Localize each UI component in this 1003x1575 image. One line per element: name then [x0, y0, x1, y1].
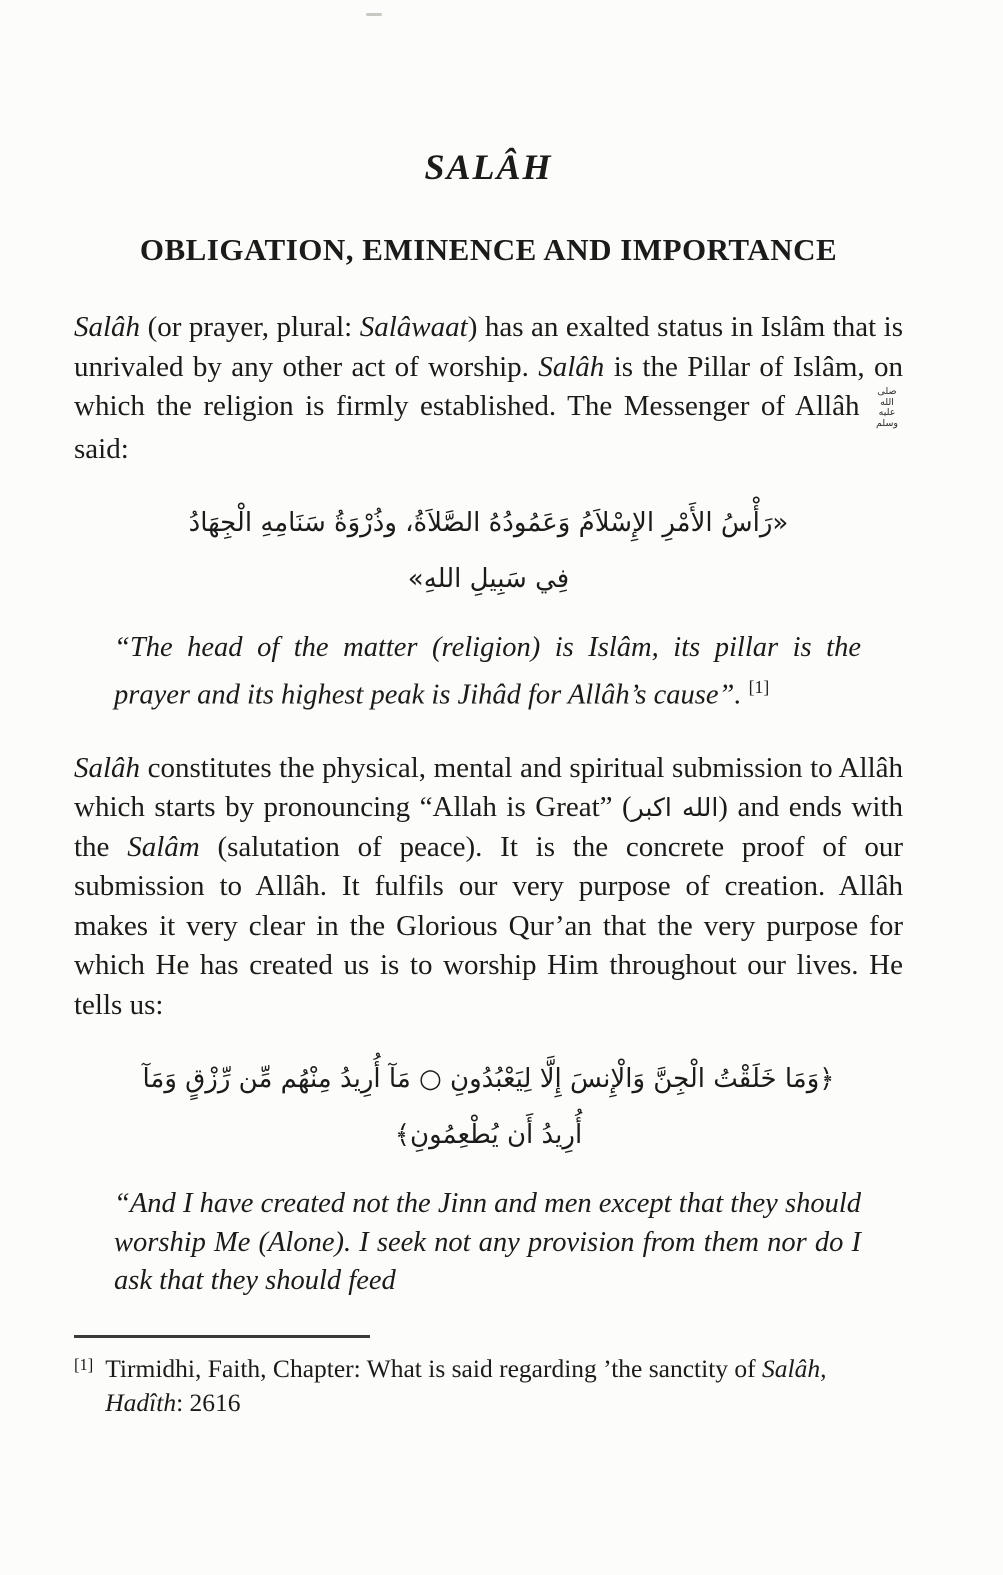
quran-arabic-line-2: أُرِيدُ أَن يُطْعِمُونِ﴾: [394, 1120, 583, 1151]
footnote-text: Tirmidhi, Faith, Chapter: What is said regarding ’the sanctity of Salâh, Hadîth: 2616: [105, 1353, 827, 1417]
footnote: [74, 1335, 903, 1420]
chapter-heading: OBLIGATION, EMINENCE AND IMPORTANCE: [139, 232, 838, 267]
paragraph-intro: Salâh (or prayer, plural: Salâwaat) has an exalted status in Islâm that is unrivaled by any other act of worship. Salâh is the Pillar of Islâm, on which the religion is firmly established. The Messenger of Allâh صلى الله عليه وسلم said:: [74, 311, 903, 465]
footnote-rule: [74, 1335, 370, 1338]
hadith-arabic-text: [80, 495, 897, 607]
quran-arabic-line-1: ﴿وَمَا خَلَقْتُ الْجِنَّ وَالْإِنسَ إِلَّا لِيَعْبُدُونِ ○ مَآ أُرِيدُ مِنْهُم مِّن رِّزْقٍ وَمَآ: [142, 1064, 835, 1095]
quran-translation-quote: “And I have created not the Jinn and men except that they should worship Me (Alone). I seek not any provision from them nor do I ask that they should feed: [114, 1188, 861, 1297]
quran-arabic-text: [80, 1051, 897, 1163]
hadith-translation-quote: “The head of the matter (religion) is Islâm, its pillar is the prayer and its highest peak is Jihâd for Allâh’s cause”. [1]: [114, 632, 861, 711]
scan-artifact-mark: [366, 13, 382, 16]
hadith-arabic-line-2: فِي سَبِيلِ اللهِ»: [407, 564, 570, 595]
footnote-marker: [1]: [74, 1354, 94, 1374]
page-title: SALÂH: [424, 147, 553, 187]
hadith-arabic-line-1: «رَأْسُ الأَمْرِ الإِسْلاَمُ وَعَمُودُهُ الصَّلاَةُ، وذُرْوَةُ سَنَامِهِ الْجِهَادُ: [188, 508, 789, 539]
paragraph-submission: Salâh constitutes the physical, mental and spiritual submission to Allâh which starts by pronouncing “Allah is Great” (الله اكبر) and ends with the Salâm (salutation of peace). It is the concrete proof of our submission to Allâh. It fulfils our very purpose of creation. Allâh makes it very clear in the Glorious Qur’an that the very purpose for which He has created us is to worship Him throughout our lives. He tells us:: [74, 751, 904, 1021]
